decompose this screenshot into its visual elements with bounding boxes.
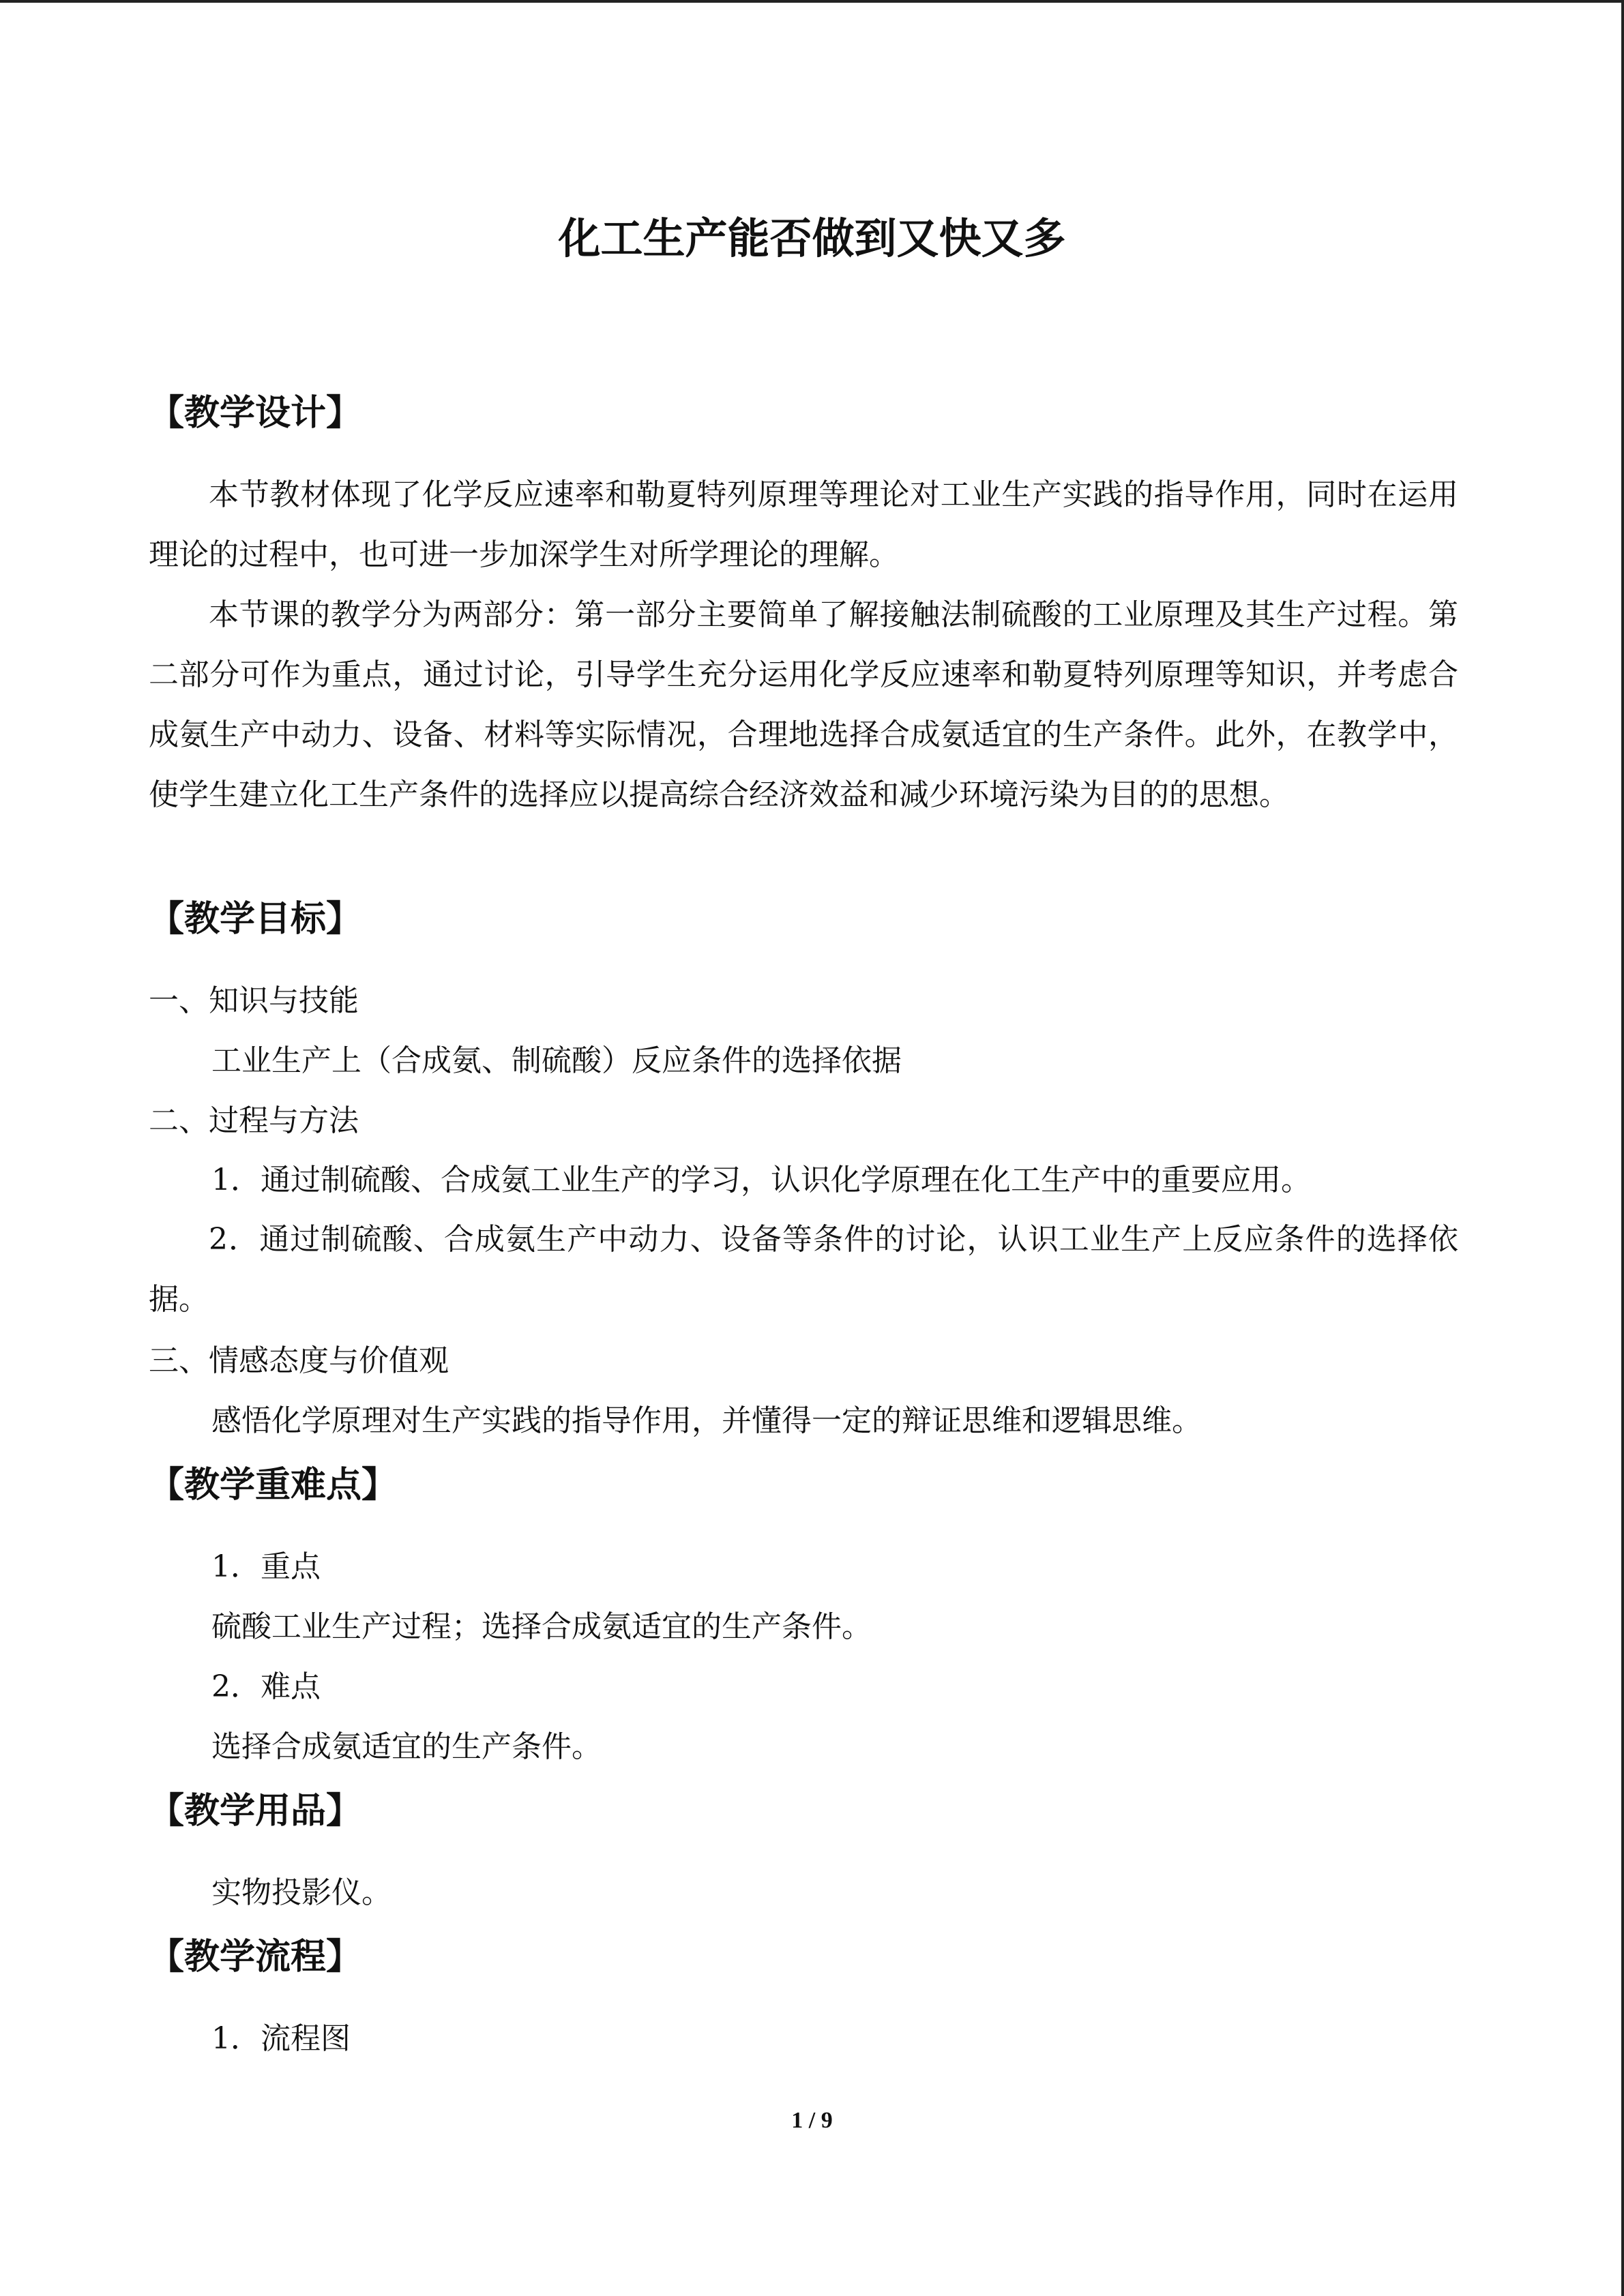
page-number: 1 / 9 xyxy=(791,2108,833,2133)
document-title: 化工生产能否做到又快又多 xyxy=(558,213,1066,263)
section-heading-design: 【教学设计】 xyxy=(149,393,362,434)
section-heading-flow: 【教学流程】 xyxy=(149,1937,362,1978)
process-item-1: 1．通过制硫酸、合成氨工业生产的学习，认识化学原理在化工生产中的重要应用。 xyxy=(211,1163,1311,1197)
design-paragraph-2: 本节课的教学分为两部分：第一部分主要简单了解接触法制硫酸的工业原理及其生产过程。第二部分可作为重点，通过讨论，引导学生充分运用化学反应速率和勒夏特列原理等知识，并考虑合成氨生产中动力、设备、材料等实际情况，合理地选择合成氨适宜的生产条件。此外，在教学中，使学生建立化工生产条件的选择应以提高综合经济效益和减少环境污染为目的的思想。 xyxy=(149,597,1458,812)
knowledge-label: 一、知识与技能 xyxy=(149,983,359,1018)
page-border-right xyxy=(1621,0,1624,2296)
knowledge-text: 工业生产上（合成氨、制硫酸）反应条件的选择依据 xyxy=(211,1043,902,1078)
page-border-top xyxy=(0,0,1624,3)
section-heading-materials: 【教学用品】 xyxy=(149,1791,362,1832)
section-heading-key-points: 【教学重难点】 xyxy=(149,1465,398,1506)
difficulty-label: 2．难点 xyxy=(211,1669,321,1704)
difficulty-text: 选择合成氨适宜的生产条件。 xyxy=(211,1729,602,1764)
key-label: 1．重点 xyxy=(211,1549,321,1584)
materials-text: 实物投影仪。 xyxy=(211,1875,392,1910)
flow-item: 1．流程图 xyxy=(211,2021,351,2056)
values-text: 感悟化学原理对生产实践的指导作用，并懂得一定的辩证思维和逻辑思维。 xyxy=(211,1403,1202,1438)
section-heading-goals: 【教学目标】 xyxy=(149,899,362,940)
process-label: 二、过程与方法 xyxy=(149,1103,359,1138)
key-text: 硫酸工业生产过程；选择合成氨适宜的生产条件。 xyxy=(211,1609,872,1644)
values-label: 三、情感态度与价值观 xyxy=(149,1343,449,1378)
design-paragraph-1: 本节教材体现了化学反应速率和勒夏特列原理等理论对工业生产实践的指导作用，同时在运用理论的过程中，也可进一步加深学生对所学理论的理解。 xyxy=(149,477,1458,572)
process-item-2: 2．通过制硫酸、合成氨生产中动力、设备等条件的讨论，认识工业生产上反应条件的选择依据。 xyxy=(149,1222,1458,1317)
